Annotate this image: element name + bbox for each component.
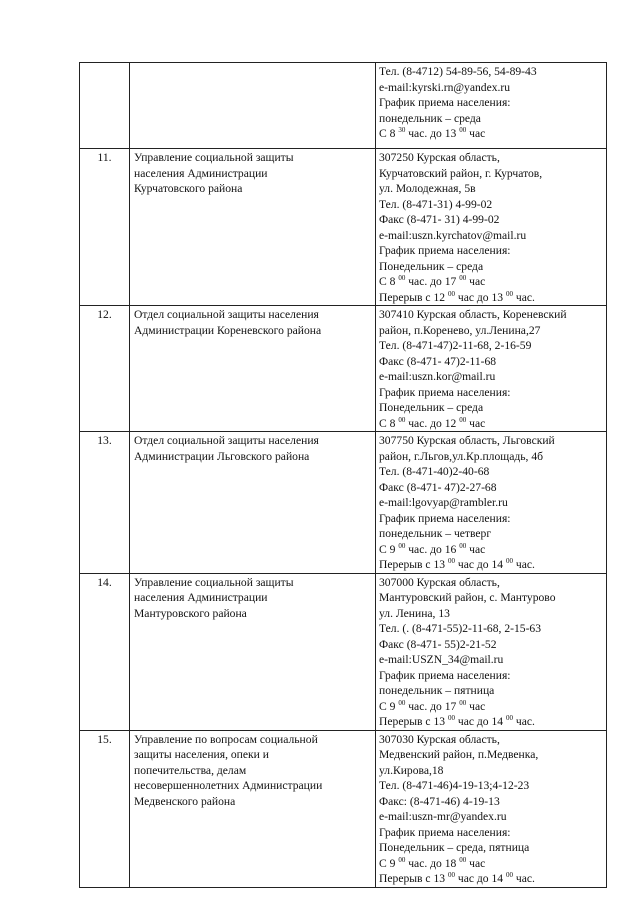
contact-line: Медвенский район, п.Медвенка, xyxy=(379,748,539,761)
office-name-cell xyxy=(130,306,376,432)
hours-line xyxy=(379,542,603,558)
document-page xyxy=(79,62,607,888)
contact-line: 307750 Курская область, Льговский xyxy=(379,434,555,447)
contact-line: Тел. (. (8-471-55)2-11-68, 2-15-63 xyxy=(379,622,542,635)
hours-minutes-superscript: 00 xyxy=(459,541,467,550)
office-name-line: Мантуровского района xyxy=(134,606,247,620)
hours-minutes-superscript: 00 xyxy=(398,855,406,864)
contact-line: График приема населения: xyxy=(379,668,511,682)
contact-line: Факс: (8-471-46) 4-19-13 xyxy=(379,794,500,808)
contact-line: График приема населения: xyxy=(379,96,511,109)
hours-text: час до 14 xyxy=(454,558,506,571)
contact-line: 307250 Курская область, xyxy=(379,151,500,164)
contact-line: Тел. (8-471-31) 4-99-02 xyxy=(379,197,493,211)
contact-line: График приема населения: xyxy=(379,385,511,399)
contact-line: понедельник – четверг xyxy=(379,527,492,540)
contact-line: понедельник – среда xyxy=(379,111,481,125)
hours-minutes-superscript: 00 xyxy=(505,289,513,298)
hours-text: С 8 xyxy=(379,275,399,288)
hours-text: час. xyxy=(512,872,535,885)
hours-minutes-superscript: 00 xyxy=(459,415,467,424)
table-row xyxy=(80,306,607,432)
row-number: 15. xyxy=(80,730,130,887)
table-row xyxy=(80,63,607,149)
office-name-line: несовершеннолетних Администрации xyxy=(134,779,323,792)
hours-line xyxy=(379,126,603,142)
contact-line: e-mail:USZN_34@mail.ru xyxy=(379,653,504,666)
office-name-line: Медвенского района xyxy=(134,794,236,808)
contact-line: ул. Молодежная, 5в xyxy=(379,182,476,195)
hours-text: час. до 12 xyxy=(405,416,460,430)
office-name-line: Управление по вопросам социальной xyxy=(134,732,318,746)
contact-info-cell xyxy=(376,149,607,306)
contact-line: e-mail:lgovyap@rambler.ru xyxy=(379,496,508,509)
row-number xyxy=(80,63,130,149)
contact-line: 307030 Курская область, xyxy=(379,732,500,746)
hours-minutes-superscript: 00 xyxy=(459,698,467,707)
hours-line xyxy=(379,416,603,432)
office-name-line: населения Администрации xyxy=(134,166,268,180)
hours-text: час. xyxy=(512,715,535,728)
hours-minutes-superscript: 00 xyxy=(459,274,467,282)
office-name-line: населения Администрации xyxy=(134,591,268,604)
hours-minutes-superscript: 00 xyxy=(459,126,467,134)
hours-minutes-superscript: 00 xyxy=(398,415,406,424)
contact-line: район, г.Льгов,ул.Кр.площадь, 4б xyxy=(379,449,544,463)
hours-text: час xyxy=(466,127,486,140)
hours-text: С 8 xyxy=(379,416,399,430)
table-row xyxy=(80,730,607,887)
hours-text: час. до 17 xyxy=(405,699,460,713)
hours-line xyxy=(379,557,603,573)
hours-minutes-superscript: 00 xyxy=(505,557,513,565)
contact-line: Мантуровский район, с. Мантурово xyxy=(379,591,556,604)
office-name-line: защиты населения, опеки и xyxy=(134,748,269,761)
office-name-line: попечительства, делам xyxy=(134,763,247,777)
hours-line xyxy=(379,871,603,887)
hours-line xyxy=(379,714,603,730)
contact-line: 307000 Курская область, xyxy=(379,575,500,589)
contact-line: Тел. (8-471-46)4-19-13;4-12-23 xyxy=(379,779,530,792)
hours-text: час xyxy=(466,699,486,713)
contact-line: e-mail:kyrski.rn@yandex.ru xyxy=(379,80,511,94)
table-row xyxy=(80,432,607,574)
table-row xyxy=(80,149,607,306)
contact-line: Понедельник – среда, пятница xyxy=(379,841,530,854)
hours-minutes-superscript: 00 xyxy=(398,698,406,707)
office-name-cell xyxy=(130,730,376,887)
office-name-line: Управление социальной защиты xyxy=(134,575,294,589)
hours-text: час. xyxy=(512,558,535,571)
hours-text: С 9 xyxy=(379,699,399,713)
office-name-cell xyxy=(130,573,376,730)
contact-line: ул. Ленина, 13 xyxy=(379,606,450,620)
row-number: 14. xyxy=(80,573,130,730)
hours-text: час xyxy=(466,856,486,870)
contact-line: Факс (8-471- 31) 4-99-02 xyxy=(379,213,500,226)
contact-line: График приема населения: xyxy=(379,511,511,525)
hours-minutes-superscript: 00 xyxy=(398,274,406,282)
contact-line: Понедельник – среда xyxy=(379,259,484,273)
contact-line: Факс (8-471- 47)2-11-68 xyxy=(379,354,497,368)
hours-text: С 9 xyxy=(379,856,399,870)
hours-minutes-superscript: 00 xyxy=(505,714,513,722)
hours-text: Перерыв с 12 xyxy=(379,290,448,304)
hours-text: час. до 17 xyxy=(405,275,460,288)
contact-line: Понедельник – среда xyxy=(379,401,484,414)
hours-line xyxy=(379,699,603,715)
row-number: 13. xyxy=(80,432,130,574)
office-name-cell xyxy=(130,149,376,306)
office-name-line: Администрации Кореневского района xyxy=(134,323,322,337)
hours-minutes-superscript: 30 xyxy=(398,126,406,134)
contact-line: Тел. (8-471-40)2-40-68 xyxy=(379,465,490,478)
contact-line: Факс (8-471- 47)2-27-68 xyxy=(379,480,497,494)
contact-info-cell xyxy=(376,63,607,149)
hours-text: С 8 xyxy=(379,127,399,140)
hours-text: С 9 xyxy=(379,542,399,556)
contact-line: Курчатовский район, г. Курчатов, xyxy=(379,166,543,180)
office-name-cell xyxy=(130,63,376,149)
hours-text: час до 14 xyxy=(454,715,506,728)
row-number: 12. xyxy=(80,306,130,432)
contact-info-cell xyxy=(376,573,607,730)
hours-minutes-superscript: 00 xyxy=(505,871,513,879)
hours-text: час. xyxy=(512,290,535,304)
hours-minutes-superscript: 00 xyxy=(447,289,455,298)
contact-line: район, п.Коренево, ул.Ленина,27 xyxy=(379,323,541,337)
table-row xyxy=(80,573,607,730)
contact-line: e-mail:uszn.kor@mail.ru xyxy=(379,370,496,383)
contact-info-cell xyxy=(376,730,607,887)
contact-line: График приема населения: xyxy=(379,825,511,839)
contact-line: График приема населения: xyxy=(379,244,511,257)
office-name-cell xyxy=(130,432,376,574)
office-name-line: Администрации Льговского района xyxy=(134,449,310,463)
office-name-line: Курчатовского района xyxy=(134,182,243,195)
contact-line: Факс (8-471- 55)2-21-52 xyxy=(379,637,497,651)
contact-line: Тел. (8-4712) 54-89-56, 54-89-43 xyxy=(379,65,537,78)
social-protection-offices-table xyxy=(79,62,607,888)
hours-text: Перерыв с 13 xyxy=(379,872,448,885)
contact-line: e-mail:uszn.kyrchatov@mail.ru xyxy=(379,228,527,242)
contact-line: ул.Кирова,18 xyxy=(379,763,444,777)
contact-line: Тел. (8-471-47)2-11-68, 2-16-59 xyxy=(379,339,532,352)
office-name-line: Отдел социальной защиты населения xyxy=(134,434,319,447)
hours-text: час. до 13 xyxy=(405,127,460,140)
hours-line xyxy=(379,274,603,290)
table-body xyxy=(80,63,607,888)
office-name-line: Управление социальной защиты xyxy=(134,151,294,164)
hours-text: час xyxy=(466,542,486,556)
hours-text: час до 14 xyxy=(454,872,506,885)
hours-text: Перерыв с 13 xyxy=(379,715,448,728)
hours-text: час. до 16 xyxy=(405,542,460,556)
contact-info-cell xyxy=(376,432,607,574)
hours-minutes-superscript: 00 xyxy=(447,714,455,722)
hours-line xyxy=(379,290,603,306)
hours-text: час xyxy=(466,275,486,288)
hours-text: час до 13 xyxy=(454,290,506,304)
office-name-line: Отдел социальной защиты населения xyxy=(134,308,319,321)
hours-text: час xyxy=(466,416,486,430)
contact-line: понедельник – пятница xyxy=(379,684,495,697)
contact-info-cell xyxy=(376,306,607,432)
hours-line xyxy=(379,856,603,872)
hours-minutes-superscript: 00 xyxy=(459,855,467,864)
hours-text: Перерыв с 13 xyxy=(379,558,448,571)
hours-text: час. до 18 xyxy=(405,856,460,870)
contact-line: 307410 Курская область, Кореневский xyxy=(379,308,567,321)
hours-minutes-superscript: 00 xyxy=(447,871,455,879)
row-number: 11. xyxy=(80,149,130,306)
contact-line: e-mail:uszn-mr@yandex.ru xyxy=(379,810,507,823)
hours-minutes-superscript: 00 xyxy=(447,557,455,565)
hours-minutes-superscript: 00 xyxy=(398,541,406,550)
